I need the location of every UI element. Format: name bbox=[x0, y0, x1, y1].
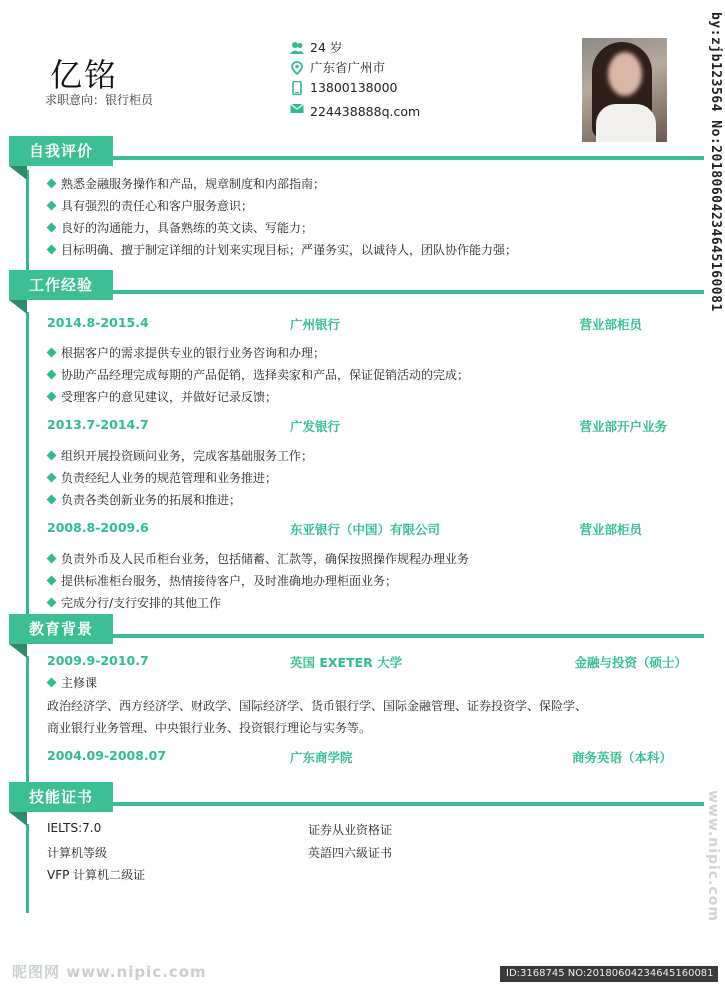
list-item: 组织开展投资顾问业务，完成客基础服务工作； bbox=[48, 445, 313, 467]
phone-text: 13800138000 bbox=[310, 80, 398, 95]
profile-photo bbox=[582, 38, 667, 142]
location-text: 广东省广州市 bbox=[310, 60, 386, 75]
education-entry-header: 2004.09-2008.07 广东商学院 商务英语（本科） bbox=[47, 748, 672, 765]
location-pin-icon bbox=[290, 61, 304, 75]
mail-icon bbox=[290, 101, 304, 115]
age-text: 24 岁 bbox=[310, 40, 343, 55]
courses-text-line-1: 政治经济学、西方经济学、财政学、国际经济学、货币银行学、国际金融管理、证券投资学、保险学、 bbox=[47, 699, 588, 713]
work-duties-list bbox=[48, 445, 313, 511]
left-rule bbox=[26, 312, 29, 614]
section-title: 技能证书 bbox=[9, 782, 113, 812]
cert-item: 计算机等级 bbox=[47, 846, 108, 860]
work-duties-list bbox=[48, 548, 469, 614]
cert-item: 英語四六級证书 bbox=[308, 846, 393, 860]
list-item: 提供标准柜台服务，热情接待客户，及时准确地办理柜面业务； bbox=[48, 570, 469, 592]
candidate-name: 亿铭 bbox=[50, 56, 119, 94]
list-item: 负责各类创新业务的拓展和推进； bbox=[48, 489, 313, 511]
cert-item: VFP 计算机二级证 bbox=[47, 868, 146, 882]
side-watermark-site: www.nipic.com bbox=[705, 790, 721, 922]
person-icon bbox=[290, 41, 304, 55]
left-rule bbox=[26, 170, 29, 270]
education-entry-header: 2009.9-2010.7 英国 EXETER 大学 金融与投资（硕士） bbox=[47, 653, 687, 670]
list-item: 协助产品经理完成每期的产品促销，选择卖家和产品，保证促销活动的完成； bbox=[48, 364, 469, 386]
list-item: 根据客户的需求提供专业的银行业务咨询和办理； bbox=[48, 342, 469, 364]
left-rule bbox=[26, 656, 29, 786]
section-title: 自我评价 bbox=[9, 136, 113, 166]
courses-text-line-2: 商业银行业务管理、中央银行业务、投资银行理论与实务等。 bbox=[47, 721, 372, 735]
list-item: 负责经纪人业务的规范管理和业务推进； bbox=[48, 467, 313, 489]
left-rule bbox=[26, 824, 29, 913]
bottom-watermark-id: ID:3168745 NO:20180604234645160081 bbox=[500, 966, 718, 982]
list-item: 负责外币及人民币柜台业务，包括储蓄、汇款等，确保按照操作规程办理业务 bbox=[48, 548, 469, 570]
list-item: 主修课 bbox=[48, 672, 97, 694]
phone-icon bbox=[290, 81, 304, 95]
work-duties-list bbox=[48, 342, 469, 408]
email-text: 224438888q.com bbox=[310, 104, 421, 119]
work-entry-header: 2014.8-2015.4 广州银行 营业部柜员 bbox=[47, 315, 642, 332]
cert-item: 证券从业资格证 bbox=[308, 823, 393, 837]
job-intent: 求职意向：银行柜员 bbox=[45, 93, 154, 107]
list-item: 熟悉金融服务操作和产品，规章制度和内部指南； bbox=[48, 173, 517, 195]
list-item: 良好的沟通能力，具备熟练的英文读、写能力； bbox=[48, 217, 517, 239]
cert-item: IELTS:7.0 bbox=[47, 821, 102, 835]
side-watermark-id: by:zjb123564 No:20180604234645160081 bbox=[708, 12, 723, 312]
list-item: 完成分行/支行安排的其他工作 bbox=[48, 592, 469, 614]
bottom-watermark-site: 昵图网 www.nipic.com bbox=[12, 963, 207, 981]
section-title: 教育背景 bbox=[9, 614, 113, 644]
courses-label bbox=[48, 672, 97, 694]
list-item: 具有强烈的责任心和客户服务意识； bbox=[48, 195, 517, 217]
section-title: 工作经验 bbox=[9, 270, 113, 300]
self-eval-list bbox=[48, 173, 517, 261]
work-entry-header: 2013.7-2014.7 广发银行 营业部开户业务 bbox=[47, 417, 667, 434]
list-item: 受理客户的意见建议，并做好记录反馈； bbox=[48, 386, 469, 408]
work-entry-header: 2008.8-2009.6 东亚银行（中国）有限公司 营业部柜员 bbox=[47, 520, 642, 537]
list-item: 目标明确、擅于制定详细的计划来实现目标；严谨务实，以诚待人，团队协作能力强； bbox=[48, 239, 517, 261]
